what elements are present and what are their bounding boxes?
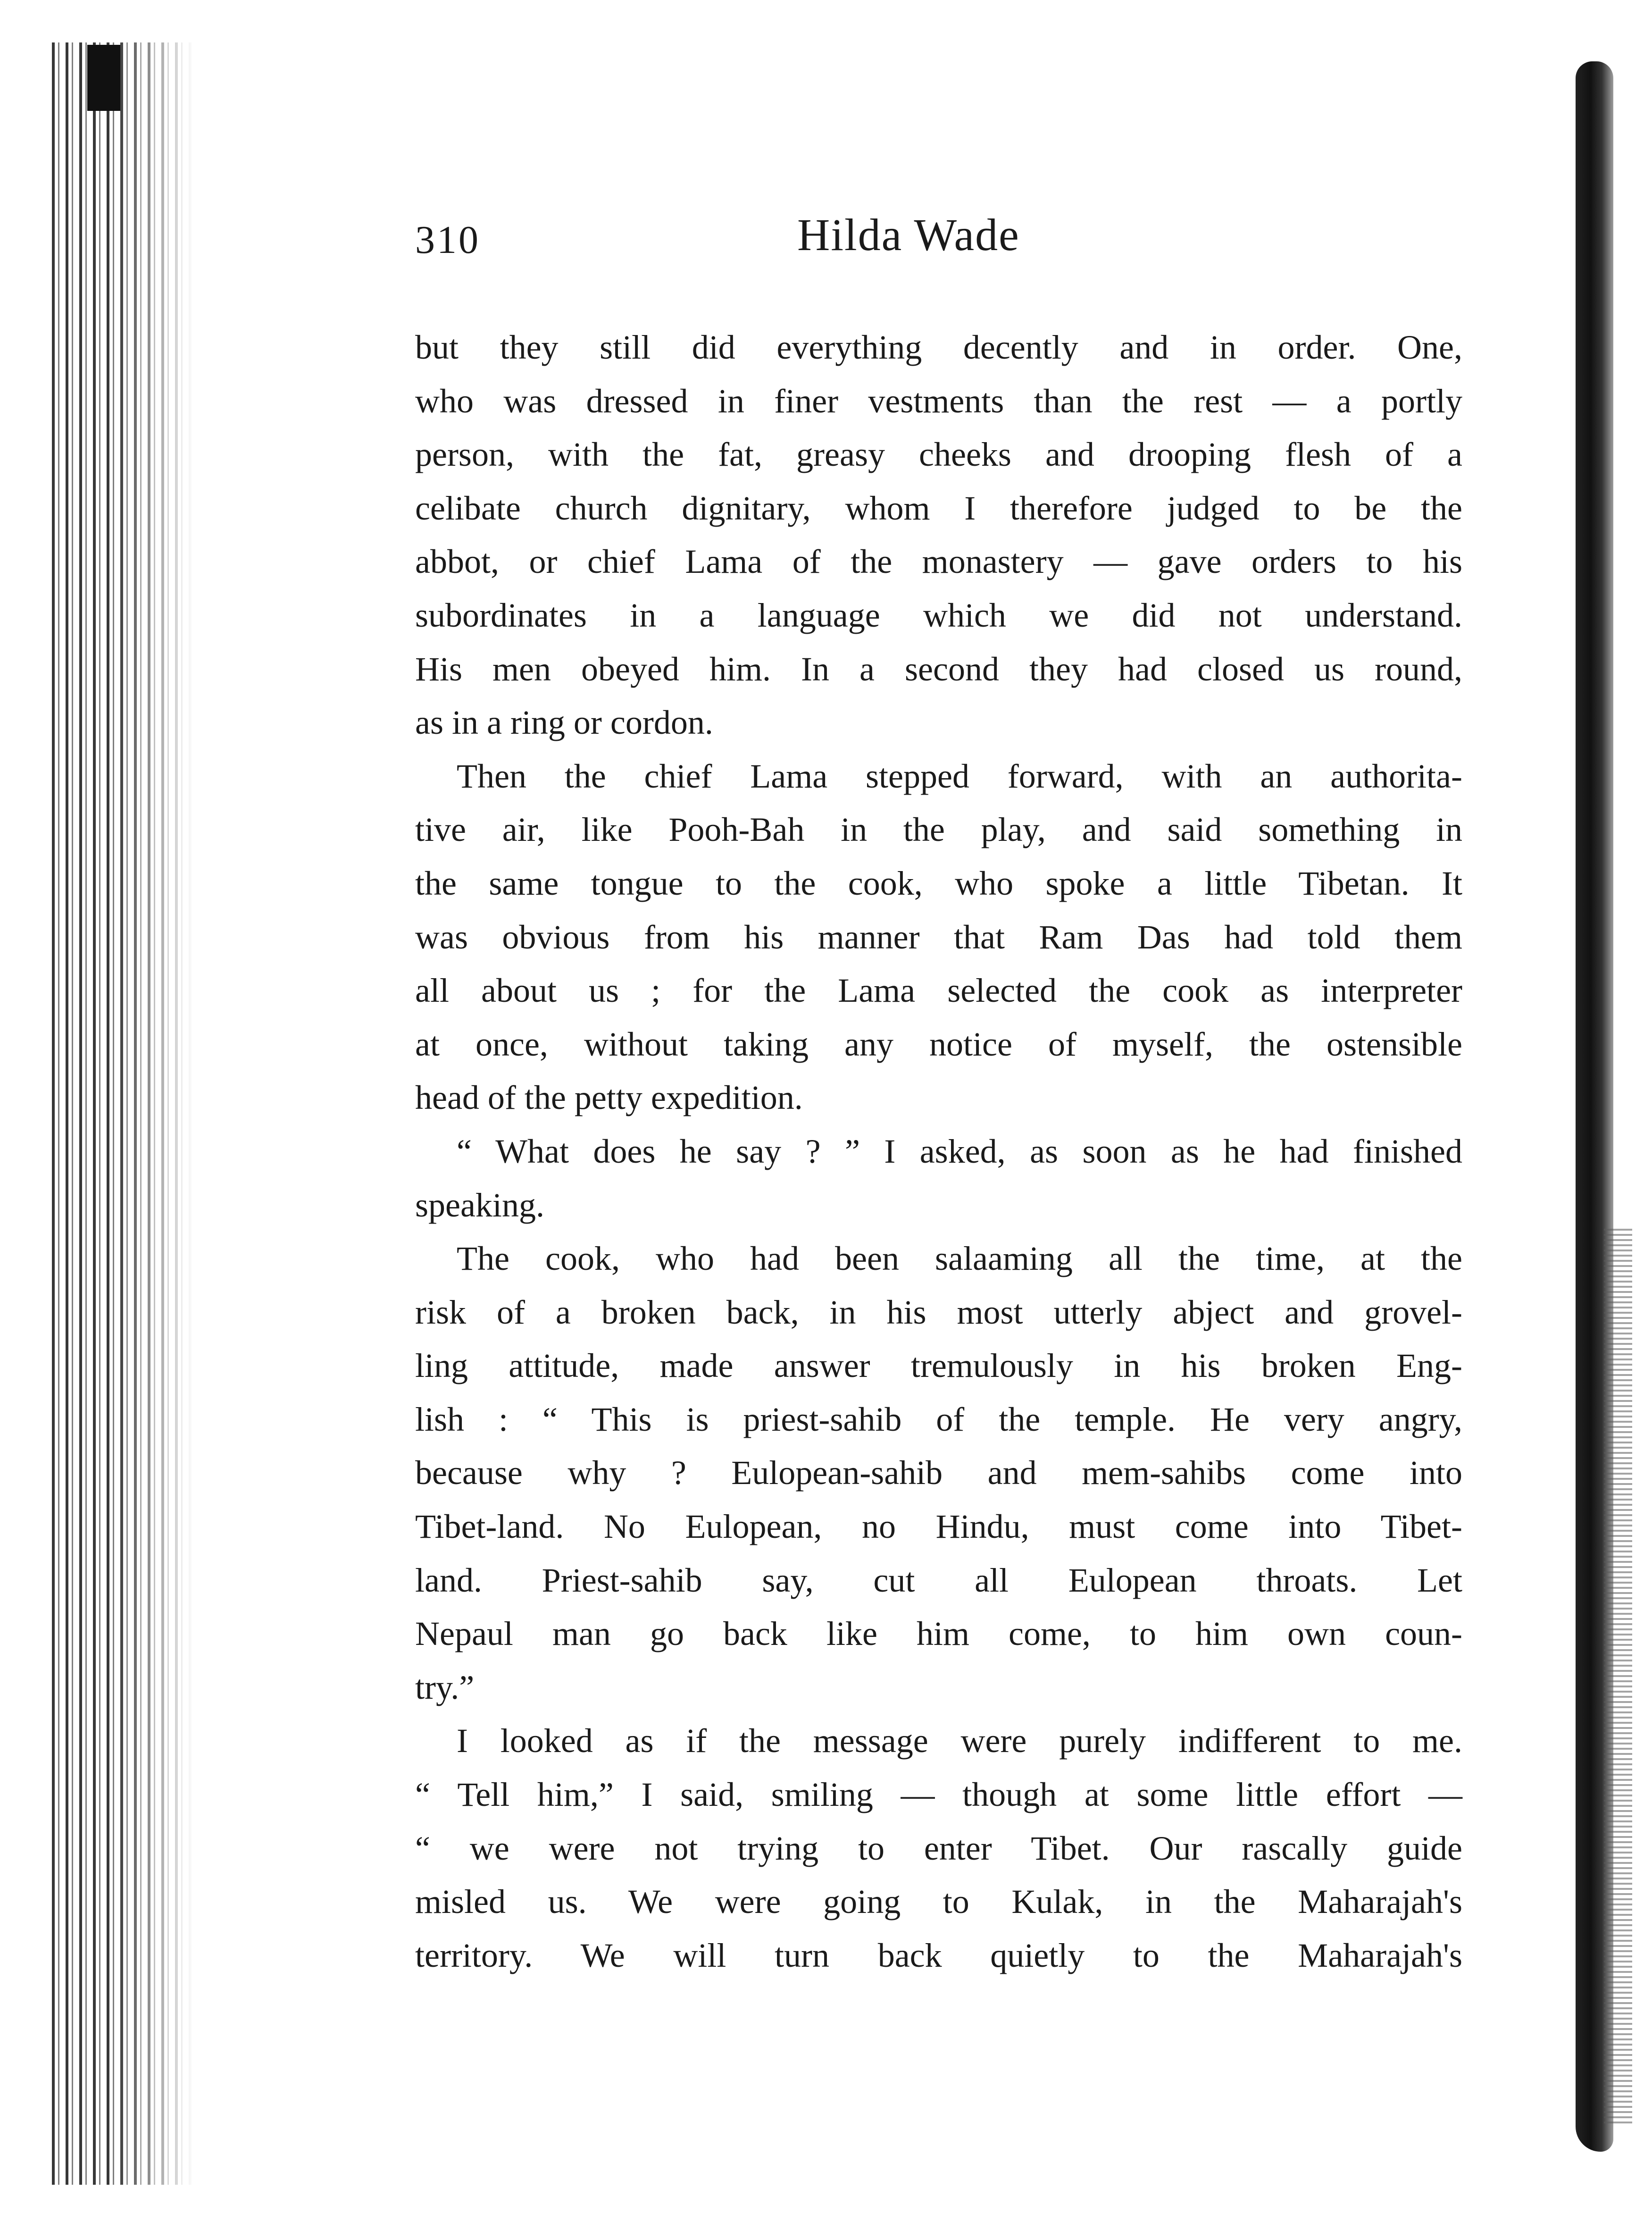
page-number: 310 [415, 218, 480, 262]
text-line: “ we were not trying to enter Tibet. Our rascally guide [415, 1829, 1462, 1867]
text-line: as in a ring or cordon. [415, 704, 713, 742]
text-line: land. Priest-sahib say, cut all Eulopean throats. Let [415, 1561, 1462, 1599]
text-line: His men obeyed him. In a second they had closed us round, [415, 650, 1462, 688]
book-page [415, 198, 1462, 1982]
text-line: Nepaul man go back like him come, to him own coun- [415, 1615, 1462, 1653]
text-line: risk of a broken back, in his most utterly abject and grovel- [415, 1293, 1462, 1331]
scan-edge-left-mark [87, 45, 120, 111]
text-line: speaking. [415, 1186, 544, 1224]
text-line: I looked as if the message were purely indifferent to me. [457, 1722, 1462, 1760]
text-line: misled us. We were going to Kulak, in the Maharajah's [415, 1883, 1462, 1921]
text-line: tive air, like Pooh-Bah in the play, and said something in [415, 811, 1462, 849]
scan-edge-right-speckle [1604, 1227, 1632, 2123]
running-head [415, 198, 1462, 278]
text-line: The cook, who had been salaaming all the time, at the [457, 1240, 1462, 1278]
text-line: was obvious from his manner that Ram Das had told them [415, 918, 1462, 956]
text-line: subordinates in a language which we did not understand. [415, 596, 1462, 634]
text-line: abbot, or chief Lama of the monastery — gave orders to his [415, 543, 1462, 581]
text-line: Then the chief Lama stepped forward, with an authorita- [457, 757, 1462, 795]
text-line: Tibet-land. No Eulopean, no Hindu, must come into Tibet- [415, 1508, 1462, 1546]
text-line: territory. We will turn back quietly to the Maharajah's [415, 1936, 1462, 1974]
text-line: head of the petty expedition. [415, 1079, 803, 1117]
body-text [415, 321, 1462, 1982]
text-line: “ Tell him,” I said, smiling — though at some little effort — [415, 1776, 1462, 1814]
scan-edge-left [52, 42, 193, 2185]
text-line: because why ? Eulopean-sahib and mem-sahibs come into [415, 1454, 1462, 1492]
text-line: but they still did everything decently and in order. One, [415, 328, 1462, 366]
text-line: who was dressed in finer vestments than the rest — a portly [415, 382, 1462, 420]
text-line: ling attitude, made answer tremulously in his broken Eng- [415, 1347, 1462, 1385]
book-title: Hilda Wade [797, 210, 1020, 260]
text-line: person, with the fat, greasy cheeks and drooping flesh of a [415, 436, 1462, 474]
text-line: lish : “ This is priest-sahib of the temple. He very angry, [415, 1400, 1462, 1438]
text-line: “ What does he say ? ” I asked, as soon as he had finished [457, 1132, 1462, 1170]
text-line: at once, without taking any notice of myself, the ostensible [415, 1025, 1462, 1063]
text-line: all about us ; for the Lama selected the cook as interpreter [415, 972, 1462, 1010]
text-line: try.” [415, 1668, 475, 1706]
text-line: celibate church dignitary, whom I therefore judged to be the [415, 489, 1462, 527]
text-line: the same tongue to the cook, who spoke a little Tibetan. It [415, 864, 1462, 902]
